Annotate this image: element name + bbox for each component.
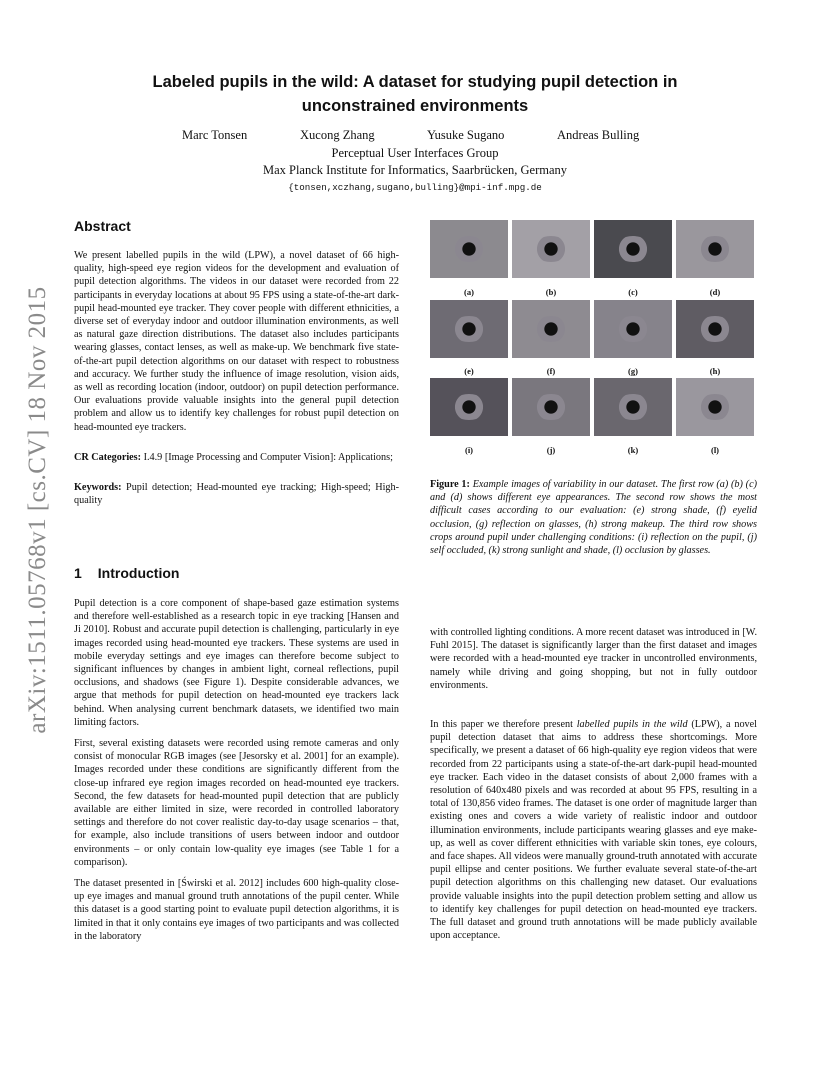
author-4: Andreas Bulling bbox=[557, 128, 640, 142]
left-column-top bbox=[74, 249, 399, 507]
cr-categories-label: CR Categories: bbox=[74, 451, 142, 463]
right-column bbox=[430, 626, 757, 942]
paper-title-line2: unconstrained environments bbox=[301, 97, 529, 115]
figure-label-i: (i) bbox=[464, 445, 474, 455]
intro-column bbox=[74, 597, 399, 943]
figure-image-c bbox=[594, 220, 672, 278]
right-paragraph-2-rest: (LPW), a novel pupil detection dataset that aims to address these shortcomings. More specifically, we present a dataset of 66 high-quality eye region videos that were recorded from 22 participants using a state-of-the-art dark-pupil head-mounted eye tracker. Each video in the dataset consists of about 2,000 frames with a resolution of 640x480 pixels and was recorded at about 95 FPS, resulting in a total of 130,856 video frames. The dataset is one order of magnitude larger than existing ones and covers a wide variety of realistic indoor and outdoor illumination environments, include participants wearing glasses and eye make-up, as well as cover different ethnicities with variable skin tones, eye colours, and face shapes. All videos were manually ground-truth annotated with accurate pupil ellipse and center positions. We further evaluate several state-of-the-art pupil detection algorithms on this challenging new dataset. Our evaluations provide valuable insights into the pupil detection problem setting and allow us to identify key challenges for pupil detection on head-mounted eye trackers. The full dataset and ground truth annotations will be made publicly available upon acceptance. bbox=[430, 719, 757, 942]
abstract-text: We present labelled pupils in the wild (LPW), a novel dataset of 66 high-quality, high-speed eye region videos for the development and evaluation of pupil detection algorithms. The videos in our dataset were recorded from 22 participants in everyday locations at about 95 FPS using a state-of-the-art dark-pupil head-mounted eye tracker. They cover people with different ethnicities, a diverse set of everyday indoor and outdoor illumination environments, as well as natural gaze direction distributions. The dataset also includes participants wearing glasses, contact lenses, as well as make-up. We benchmark five state-of-the-art pupil detection algorithms on our dataset with respect to robustness and accuracy. We further study the influence of image resolution, vision aids, as well as recording location (indoor, outdoor) on pupil detection performance. Our evaluations provide valuable insights into the general pupil detection problem and allow us to identify key challenges for robust pupil detection on head-mounted eye trackers. bbox=[74, 250, 399, 433]
keywords-text: Pupil detection; Head-mounted eye tracking; High-speed; High-quality bbox=[74, 482, 399, 507]
right-paragraph-2 bbox=[430, 718, 757, 942]
figure-image-k bbox=[594, 378, 672, 436]
keywords bbox=[74, 481, 399, 507]
figure-image-h bbox=[676, 300, 754, 358]
figure-image-e bbox=[430, 300, 508, 358]
figure-image-f bbox=[512, 300, 590, 358]
figure-caption-label: Figure 1: bbox=[430, 479, 470, 490]
abstract-heading: Abstract bbox=[74, 218, 131, 234]
paper-title bbox=[90, 70, 740, 118]
figure-label-j: (j) bbox=[546, 445, 556, 455]
figure-image-d bbox=[676, 220, 754, 278]
figure-image-g bbox=[594, 300, 672, 358]
figure-image-b bbox=[512, 220, 590, 278]
paper-title-line1: Labeled pupils in the wild: A dataset for studying pupil detection in bbox=[152, 73, 678, 91]
author-emails: {tonsen,xczhang,sugano,bulling}@mpi-inf.mpg.de bbox=[288, 182, 542, 193]
intro-number: 1 bbox=[74, 565, 82, 581]
affiliation-institute: Max Planck Institute for Informatics, Saarbrücken, Germany bbox=[262, 163, 568, 177]
figure-image-i bbox=[430, 378, 508, 436]
figure-label-g: (g) bbox=[628, 366, 638, 376]
arxiv-stamp bbox=[14, 270, 62, 750]
author-2: Xucong Zhang bbox=[300, 128, 375, 142]
right-paragraph-2-italic: labelled pupils in the wild bbox=[576, 719, 688, 731]
figure-label-d: (d) bbox=[709, 287, 721, 297]
figure-label-a: (a) bbox=[464, 287, 474, 297]
intro-paragraph-2: First, several existing datasets were recorded using remote cameras and only consist of monocular RGB images (see [Jesorsky et al. 2001] for an example). Images recorded under these conditions are significantly different from the close-up infrared eye region images recorded on head-mounted eye trackers. Second, the few datasets for head-mounted pupil detection that are publicly available are either limited in size, were recorded in controlled laboratory settings and therefore do not cover realistic day-to-day usage scenarios – that, for example, also include transitions of users between indoor and outdoor environments – or only contain low-quality eye images (see Table 1 for a comparison). bbox=[74, 738, 399, 868]
figure-label-c: (c) bbox=[628, 287, 638, 297]
author-3: Yusuke Sugano bbox=[427, 128, 505, 142]
figure-image-l bbox=[676, 378, 754, 436]
author-1: Marc Tonsen bbox=[182, 128, 248, 142]
figure-label-b: (b) bbox=[545, 287, 557, 297]
cr-categories bbox=[74, 451, 399, 464]
intro-paragraph-3: The dataset presented in [Świrski et al. 2012] includes 600 high-quality close-up eye images and manual ground truth annotations of the pupil center. While this dataset is a good starting point to evaluate pupil detection algorithms, it is limited in that it only contains eye images of two participants and was collected in the laboratory bbox=[74, 878, 399, 942]
intro-paragraph-1: Pupil detection is a core component of shape-based gaze estimation systems and therefore well-established as a research topic in eye tracking [Hansen and Ji 2010]. Robust and accurate pupil detection is challenging, particularly in eye images recorded using head-mounted eye trackers. These systems are used in mobile everyday settings and eye images can therefore become subject to significant influences by changes in ambient light, corneal reflections, pupil occlusions, and shadows (see Figure 1). Despite considerable advances, we argue that methods for pupil detection on head-mounted eye trackers lack behind. When analysing current benchmark datasets, we identified two main limiting factors. bbox=[74, 598, 399, 728]
intro-heading-text: Introduction bbox=[97, 565, 180, 581]
figure-caption-text: Example images of variability in our dataset. The first row (a) (b) (c) and (d) shows different eye appearances. The second row shows the most difficult cases according to our evaluation: (e) strong shade, (f) eyelid occlusion, (g) reflection on glasses, (h) strong makeup. The third row shows crops around pupil under challenging conditions: (i) reflection on the pupil, (j) self occluded, (k) strong sunlight and shade, (l) occlusion by glasses. bbox=[430, 479, 757, 557]
affiliation-group: Perceptual User Interfaces Group bbox=[331, 146, 499, 160]
figure-label-e: (e) bbox=[464, 366, 474, 376]
keywords-label: Keywords: bbox=[74, 482, 122, 494]
figure-image-j bbox=[512, 378, 590, 436]
intro-heading bbox=[74, 565, 179, 581]
figure-image-a bbox=[430, 220, 508, 278]
right-paragraph-2-start: In this paper we therefore present bbox=[430, 719, 577, 731]
arxiv-stamp-text: arXiv:1511.05768v1 [cs.CV] 18 Nov 2015 bbox=[24, 286, 51, 734]
figure-label-h: (h) bbox=[709, 366, 721, 376]
figure-label-l: (l) bbox=[710, 445, 720, 455]
right-paragraph-1: with controlled lighting conditions. A more recent dataset was introduced in [W. Fuhl 2015]. The dataset is significantly larger than the first dataset and images were recorded with a head-mounted eye tracker in uncontrolled environments, namely while driving and going shopping, but not in fully outdoor environments. bbox=[430, 627, 757, 691]
figure-label-k: (k) bbox=[627, 445, 639, 455]
figure-1-caption bbox=[430, 478, 757, 557]
figure-label-f: (f) bbox=[546, 366, 556, 376]
cr-categories-text: I.4.9 [Image Processing and Computer Vision]: Applications; bbox=[143, 451, 393, 463]
